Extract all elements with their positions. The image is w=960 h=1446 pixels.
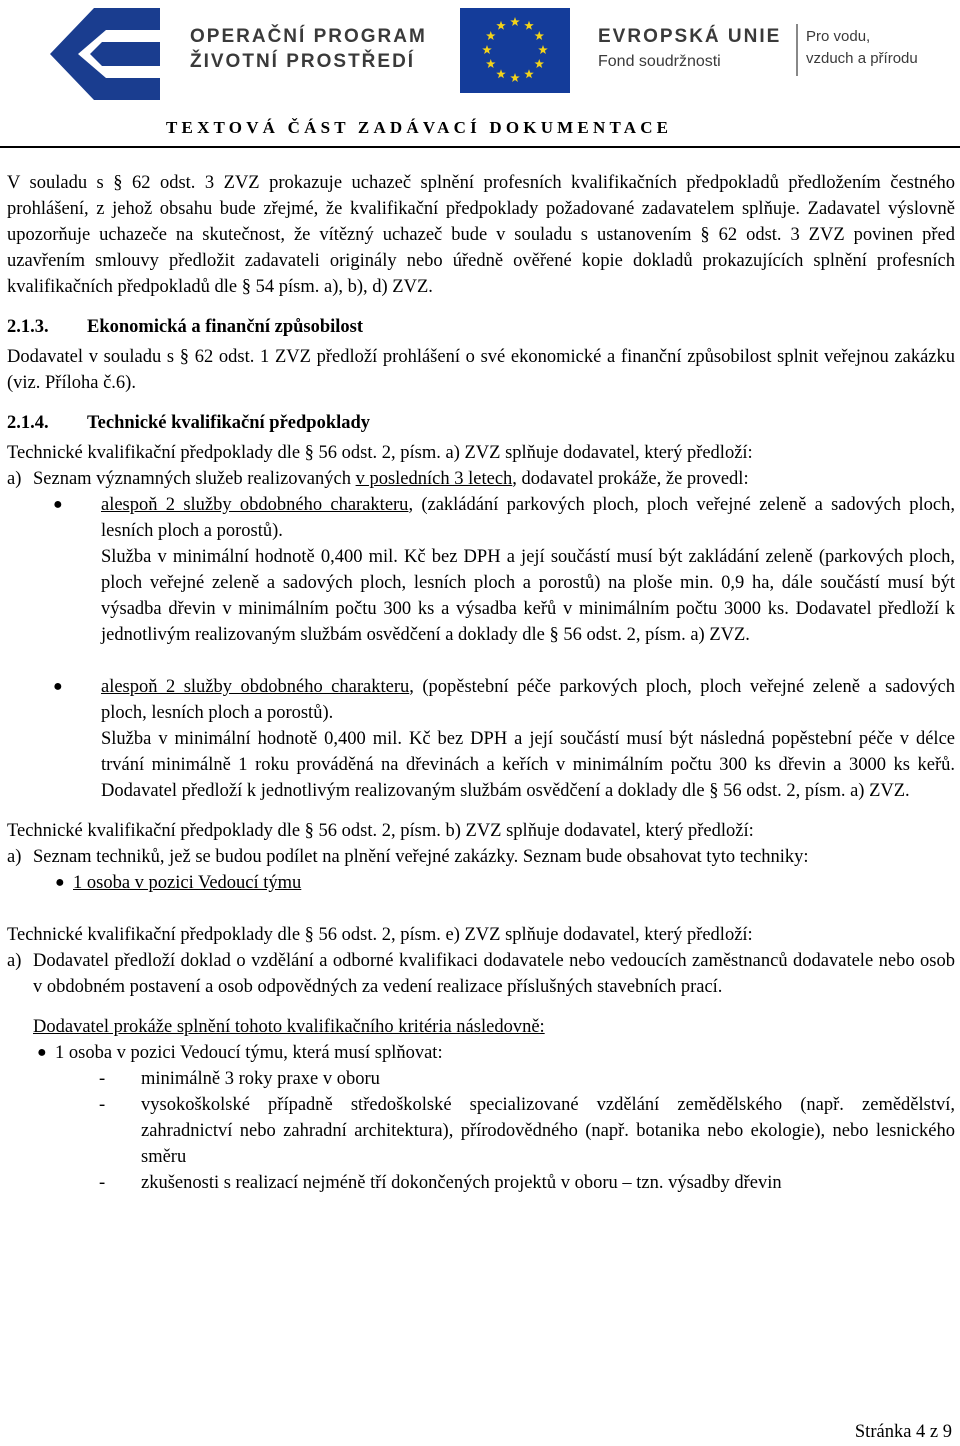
page-header [0, 0, 960, 137]
page-number: Stránka 4 z 9 [854, 1422, 952, 1442]
section-2-1-3-text: Dodavatel v souladu s § 62 odst. 1 ZVZ předloží prohlášení o své ekonomické a finanční způsobilost splnit veřejnou zakázku (viz. Příloha č.6). [7, 347, 955, 393]
bullet-icon: ● [53, 496, 63, 513]
bullet-item: ● alespoň 2 služby obdobného charakteru, (zakládání parkových ploch, ploch veřejné zeleně a sadových ploch, lesních ploch a porostů). [7, 492, 955, 544]
bullet-item: ● 1 osoba v pozici Vedoucí týmu [7, 870, 955, 896]
intro-part-1: V souladu s § 62 odst. 3 ZVZ prokazuje uchazeč splnění profesních kvalifikačních předpokladů předložením čestného prohlášení, z jehož obsahu bude zřejmé, že kvalifikační předpoklady požadované zadavatelem splňuje [7, 173, 955, 219]
bullet-icon: ● [37, 1044, 47, 1061]
op-line-1: OPERAČNÍ PROGRAM [190, 26, 427, 47]
eu-flag-icon [460, 8, 570, 93]
slogan-divider [796, 24, 798, 76]
bullet-item: ● 1 osoba v pozici Vedoucí týmu, která musí splňovat: [7, 1040, 955, 1066]
intro-paragraph [7, 170, 955, 300]
tech-e-intro: Technické kvalifikační předpoklady dle § 56 odst. 2, písm. e) ZVZ splňuje dodavatel, který předloží: [7, 925, 753, 945]
slogan-line-1: Pro vodu, [806, 28, 871, 45]
dash-item: - vysokoškolské případně středoškolské specializované vzdělání zemědělského (např. zemědělství, zahradnictví nebo zahradní architektura), přírodovědného (např. botanika nebo ekologie), nebo lesnického směru [99, 1095, 955, 1167]
section-2-1-4-heading [7, 410, 955, 436]
document-title: TEXTOVÁ ČÁST ZADÁVACÍ DOKUMENTACE [166, 118, 673, 137]
eu-line-2: Fond soudržnosti [598, 53, 721, 70]
intro-part-2: . Zadavatel výslovně upozorňuje uchazeče na skutečnost, že vítězný uchazeč bude v souladu s ustanovením § 62 odst. 3 ZVZ povinen před uzavřením smlouvy předložit zadavateli originály nebo úředně ověřené kopie dokladů prokazujících splnění profesních kvalifikačních předpokladů dle § 54 písm. a), b), d) ZVZ. [7, 199, 955, 297]
slogan [806, 26, 918, 70]
bullet-icon: ● [53, 678, 63, 695]
proof-heading: Dodavatel prokáže splnění tohoto kvalifikačního kritéria následovně: [33, 1017, 545, 1037]
section-number: 2.1.3. [7, 317, 49, 337]
header-rule [0, 146, 960, 148]
list-marker: a) [7, 847, 22, 867]
list-item: a) Seznam významných služeb realizovaných v posledních 3 letech, dodavatel prokáže, že provedl: [7, 466, 955, 492]
op-name [190, 24, 427, 74]
section-title: Ekonomická a finanční způsobilost [87, 317, 364, 337]
list-item: a) Dodavatel předloží doklad o vzdělání a odborné kvalifikaci dodavatele nebo vedoucích zaměstnanců dodavatele nebo osob v obdobném postavení a osob odpovědných za vedení realizace příslušných stavebních prací. [7, 948, 955, 1000]
list-marker: a) [7, 951, 22, 971]
op-zp-logo-icon [44, 4, 164, 102]
bullet-detail: Služba v minimální hodnotě 0,400 mil. Kč bez DPH a její součástí musí být následná popěstební péče v délce trvání minimálně 1 roku prováděná na dřevinách a keřích v minimálním počtu 300 ks dřevin a 3000 ks keřů. Dodavatel předloží k jednotlivým realizovaným službám osvědčení a doklady dle § 56 odst. 2, písm. a) ZVZ. [101, 729, 955, 801]
section-title: Technické kvalifikační předpoklady [87, 413, 371, 433]
bullet-item: ● alespoň 2 služby obdobného charakteru, (popěstební péče parkových ploch, ploch veřejné zeleně a sadových ploch, lesních ploch a porostů). [7, 674, 955, 726]
section-number: 2.1.4. [7, 413, 49, 433]
bullet-detail: Služba v minimální hodnotě 0,400 mil. Kč bez DPH a její součástí musí být zakládání zeleně (parkových ploch, ploch veřejné zeleně a sadových ploch, lesních ploch a porostů) na ploše min. 0,9 ha, dále součástí musí být výsadba dřevin v minimálním počtu 300 ks a výsadba keřů v minimálním počtu 3000 ks. Dodavatel předloží k jednotlivým realizovaným službám osvědčení a doklady dle § 56 odst. 2, písm. a) ZVZ. [101, 547, 955, 645]
tech-a-intro: Technické kvalifikační předpoklady dle § 56 odst. 2, písm. a) ZVZ splňuje dodavatel, který předloží: [7, 443, 753, 463]
bullet-icon: ● [55, 874, 65, 891]
op-line-2: ŽIVOTNÍ PROSTŘEDÍ [190, 51, 416, 72]
eu-line-1: EVROPSKÁ UNIE [598, 26, 782, 47]
list-marker: a) [7, 469, 22, 489]
dash-item: - minimálně 3 roky praxe v oboru [99, 1069, 380, 1089]
page-content [7, 170, 955, 1196]
tech-b-intro: Technické kvalifikační předpoklady dle § 56 odst. 2, písm. b) ZVZ splňuje dodavatel, který předloží: [7, 821, 754, 841]
slogan-line-2: vzduch a přírodu [806, 50, 918, 67]
list-item: a) Seznam techniků, jež se budou podílet na plnění veřejné zakázky. Seznam bude obsahovat tyto techniky: [7, 844, 955, 870]
section-2-1-3-heading [7, 314, 955, 340]
dash-item: - zkušenosti s realizací nejméně tří dokončených projektů v oboru – tzn. výsadby dřevin [99, 1173, 782, 1193]
eu-name [598, 24, 781, 74]
